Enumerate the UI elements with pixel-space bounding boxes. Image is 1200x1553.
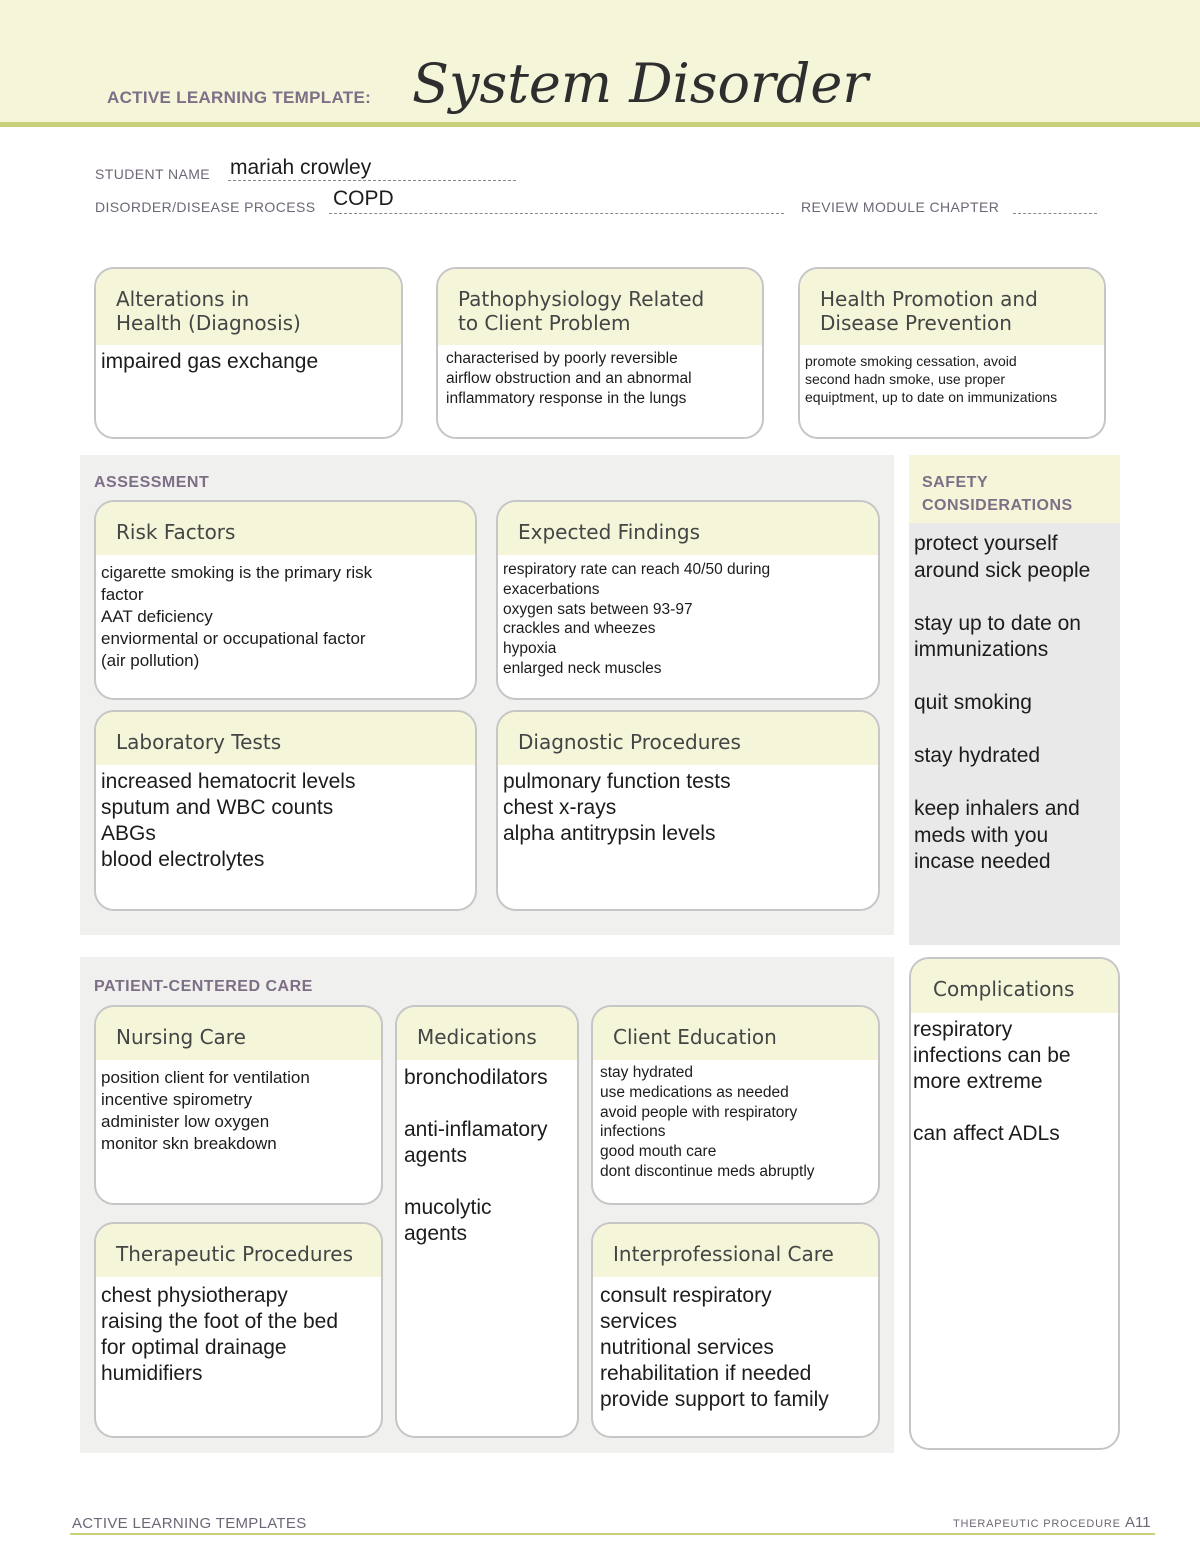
student-name-line	[228, 180, 516, 181]
complications-card	[909, 957, 1120, 1450]
disorder-field[interactable]: COPD	[333, 187, 394, 210]
safety-text[interactable]: protect yourself around sick people stay up to date on immunizations quit smoking stay hydrated keep inhalers and meds with you incase needed	[914, 532, 1091, 873]
alterations-title: Alterations in Health (Diagnosis)	[96, 269, 401, 345]
diagnostic-procedures-title: Diagnostic Procedures	[498, 712, 878, 765]
health-promotion-title: Health Promotion and Disease Prevention	[800, 269, 1104, 345]
interprofessional-care-title: Interprofessional Care	[593, 1224, 878, 1277]
client-education-card	[591, 1005, 880, 1205]
expected-findings-card	[496, 500, 880, 700]
disorder-line	[329, 213, 784, 214]
student-name-field[interactable]: mariah crowley	[230, 156, 372, 179]
risk-factors-text[interactable]: cigarette smoking is the primary risk factor AAT deficiency enviormental or occupational factor (air pollution)	[101, 563, 373, 670]
pathophysiology-card	[436, 267, 764, 439]
nursing-care-title: Nursing Care	[96, 1007, 381, 1060]
header-divider	[0, 122, 1200, 127]
assessment-heading: ASSESSMENT	[94, 474, 210, 491]
review-module-label: REVIEW MODULE CHAPTER	[801, 199, 1000, 215]
footer-left-label: ACTIVE LEARNING TEMPLATES	[72, 1515, 307, 1532]
laboratory-tests-card	[94, 710, 477, 911]
diagnostic-procedures-text[interactable]: pulmonary function tests chest x-rays alpha antitrypsin levels	[503, 770, 731, 845]
patient-care-heading: PATIENT-CENTERED CARE	[94, 978, 313, 995]
alterations-text[interactable]: impaired gas exchange	[101, 350, 319, 373]
complications-title: Complications	[911, 959, 1118, 1013]
interprofessional-care-card	[591, 1222, 880, 1438]
disorder-label: DISORDER/DISEASE PROCESS	[95, 199, 316, 215]
nursing-care-card	[94, 1005, 383, 1205]
therapeutic-procedures-card	[94, 1222, 383, 1438]
medications-card	[395, 1005, 579, 1438]
interprofessional-care-text[interactable]: consult respiratory services nutritional services rehabilitation if needed provide support to family	[600, 1284, 829, 1411]
therapeutic-procedures-text[interactable]: chest physiotherapy raising the foot of the bed for optimal drainage humidifiers	[101, 1284, 338, 1385]
complications-text[interactable]: respiratory infections can be more extreme can affect ADLs	[913, 1018, 1071, 1145]
risk-factors-card	[94, 500, 477, 700]
template-label: ACTIVE LEARNING TEMPLATE:	[107, 88, 372, 107]
medications-text[interactable]: bronchodilators anti-inflamatory agents mucolytic agents	[404, 1066, 548, 1245]
client-education-title: Client Education	[593, 1007, 878, 1060]
footer-right-label: THERAPEUTIC PROCEDURE	[953, 1518, 1121, 1530]
laboratory-tests-title: Laboratory Tests	[96, 712, 475, 765]
expected-findings-text[interactable]: respiratory rate can reach 40/50 during exacerbations oxygen sats between 93-97 crackles and wheezes hypoxia enlarged neck muscles	[503, 561, 771, 677]
review-module-line	[1013, 213, 1097, 214]
health-promotion-card	[798, 267, 1106, 439]
pathophysiology-text[interactable]: characterised by poorly reversible airflow obstruction and an abnormal inflammatory response in the lungs	[446, 350, 692, 407]
footer-divider	[70, 1533, 1155, 1535]
health-promotion-text[interactable]: promote smoking cessation, avoid second hadn smoke, use proper equiptment, up to date on immunizations	[805, 353, 1058, 405]
therapeutic-procedures-title: Therapeutic Procedures	[96, 1224, 381, 1277]
risk-factors-title: Risk Factors	[96, 502, 475, 555]
safety-heading: SAFETY CONSIDERATIONS	[909, 455, 1120, 523]
page-number: A11	[1125, 1514, 1151, 1531]
medications-title: Medications	[397, 1007, 577, 1060]
nursing-care-text[interactable]: position client for ventilation incentive spirometry administer low oxygen monitor skn breakdown	[101, 1068, 310, 1153]
student-name-label: STUDENT NAME	[95, 166, 210, 182]
laboratory-tests-text[interactable]: increased hematocrit levels sputum and WBC counts ABGs blood electrolytes	[101, 770, 356, 871]
safety-panel	[909, 455, 1120, 945]
alterations-card	[94, 267, 403, 439]
client-education-text[interactable]: stay hydrated use medications as needed avoid people with respiratory infections good mouth care dont discontinue meds abruptly	[600, 1064, 815, 1180]
pathophysiology-title: Pathophysiology Related to Client Problem	[438, 269, 762, 345]
page-title: System Disorder	[412, 52, 869, 115]
expected-findings-title: Expected Findings	[498, 502, 878, 555]
diagnostic-procedures-card	[496, 710, 880, 911]
